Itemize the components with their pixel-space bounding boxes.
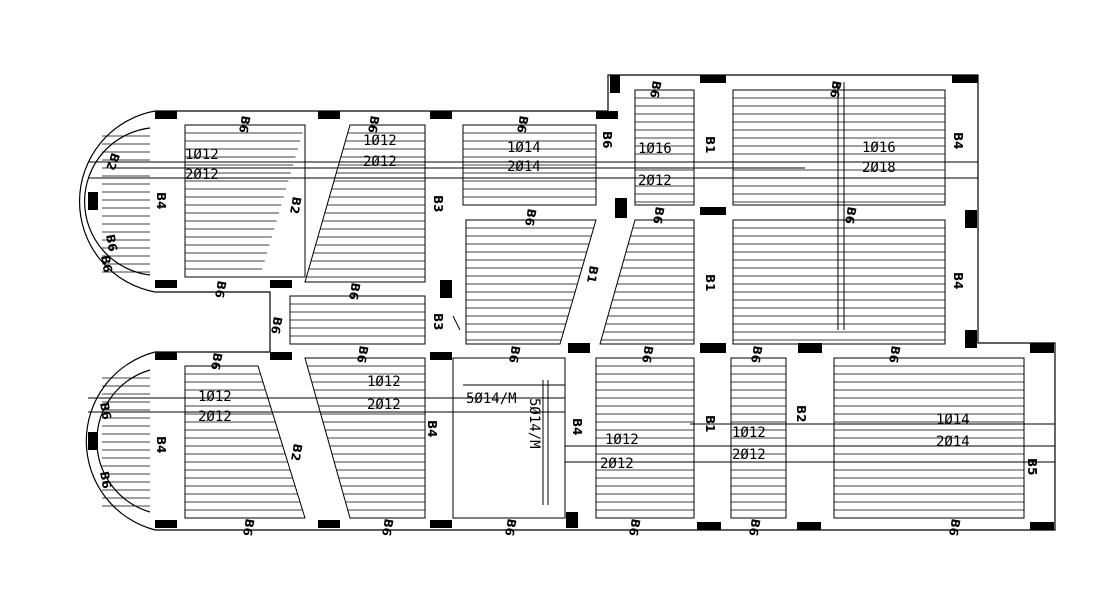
beam-label: B6 (103, 233, 120, 253)
beam-label: B6 (208, 351, 225, 372)
rebar-lines (88, 82, 1055, 505)
column (270, 280, 292, 288)
beam-label: B6 (365, 114, 382, 135)
beam-label: B6 (600, 131, 614, 149)
beam-label: B6 (886, 344, 903, 365)
rebar-label: 2Ø14 (507, 159, 541, 175)
column (965, 330, 977, 348)
column (155, 280, 177, 288)
column (88, 192, 98, 210)
column (270, 352, 292, 360)
column (700, 207, 726, 215)
beam-label: B4 (951, 272, 965, 290)
beam-label: B6 (97, 470, 114, 490)
beam-label: B2 (794, 405, 808, 423)
column (318, 111, 340, 119)
beam-label: B6 (354, 344, 371, 365)
column (1030, 522, 1054, 530)
beam-label: B6 (946, 517, 963, 538)
beam-label: B6 (514, 114, 531, 135)
beam-label: B6 (212, 279, 229, 300)
rebar-label: 2Ø12 (600, 456, 634, 472)
beam-label: B6 (506, 344, 523, 365)
beam-label: B4 (154, 192, 168, 210)
column (88, 432, 98, 450)
beam-label: B6 (748, 344, 765, 365)
beam-label: B5 (1025, 458, 1039, 476)
rebar-label: 2Ø12 (638, 173, 672, 189)
beam-label: B6 (268, 315, 285, 336)
rebar-label: 2Ø12 (732, 447, 766, 463)
column (155, 352, 177, 360)
rebar-label: 1Ø12 (363, 133, 397, 149)
column (155, 111, 177, 119)
rebar-label: 1Ø12 (198, 389, 232, 405)
beam-label: B3 (431, 195, 445, 213)
beam-label: B6 (827, 79, 844, 100)
rebar-label: 5Ø14/M (526, 398, 542, 449)
beam-label: B4 (425, 420, 439, 438)
beam-label: B6 (97, 401, 114, 421)
column (952, 75, 978, 83)
column (155, 520, 177, 528)
beam-label: B6 (842, 205, 859, 226)
beam-label: B1 (703, 274, 717, 292)
rebar-label: 2Ø14 (936, 434, 970, 450)
beam-label: B6 (522, 207, 539, 228)
rebar-label: 1Ø14 (936, 412, 970, 428)
column (430, 520, 452, 528)
rebar-label: 5Ø14/M (466, 391, 517, 407)
beam-label: B6 (240, 517, 257, 538)
rebar-label: 1Ø12 (732, 425, 766, 441)
beam-label: B4 (570, 418, 584, 436)
beam-label: B6 (236, 114, 253, 135)
beam-label: B1 (584, 264, 601, 285)
beam-label: B6 (502, 517, 519, 538)
beam-label: B6 (650, 205, 667, 226)
beam-label: B3 (431, 313, 445, 331)
beam-label: B6 (379, 517, 396, 538)
beam-label: B6 (346, 281, 363, 302)
beam-label: B6 (626, 517, 643, 538)
rebar-label: 2Ø12 (185, 167, 219, 183)
beam-label: B2 (103, 150, 123, 173)
column (798, 343, 822, 353)
rebar-label: 1Ø14 (507, 140, 541, 156)
beam-label: B6 (647, 79, 664, 100)
beam-label: B2 (287, 195, 304, 216)
rebar-label: 1Ø12 (185, 147, 219, 163)
column (965, 210, 977, 228)
column (430, 352, 452, 360)
rebar-label: 2Ø12 (198, 409, 232, 425)
beam-label: B6 (98, 254, 115, 274)
column (596, 111, 618, 119)
rebar-label: 1Ø16 (638, 141, 672, 157)
column (697, 522, 721, 530)
rebar-label: 1Ø12 (367, 374, 401, 390)
column (610, 75, 620, 93)
rebar-label: 1Ø16 (862, 140, 896, 156)
column (440, 280, 452, 298)
column (568, 343, 590, 353)
column (615, 198, 627, 218)
column (1030, 343, 1054, 353)
beam-label: B1 (703, 136, 717, 154)
rebar-label: 1Ø12 (605, 432, 639, 448)
column (700, 75, 726, 83)
rebar-label: 2Ø12 (367, 397, 401, 413)
beam-label: B6 (746, 517, 763, 538)
rebar-label: 2Ø12 (363, 154, 397, 170)
column (318, 520, 340, 528)
beam-label: B2 (288, 442, 305, 463)
beam-label: B4 (154, 436, 168, 454)
column (430, 111, 452, 119)
beam-label: B4 (951, 132, 965, 150)
rebar-label: 2Ø18 (862, 160, 896, 176)
column (797, 522, 821, 530)
column (566, 512, 578, 528)
beam-label: B6 (639, 344, 656, 365)
column (700, 343, 726, 353)
beam-label: B1 (703, 415, 717, 433)
